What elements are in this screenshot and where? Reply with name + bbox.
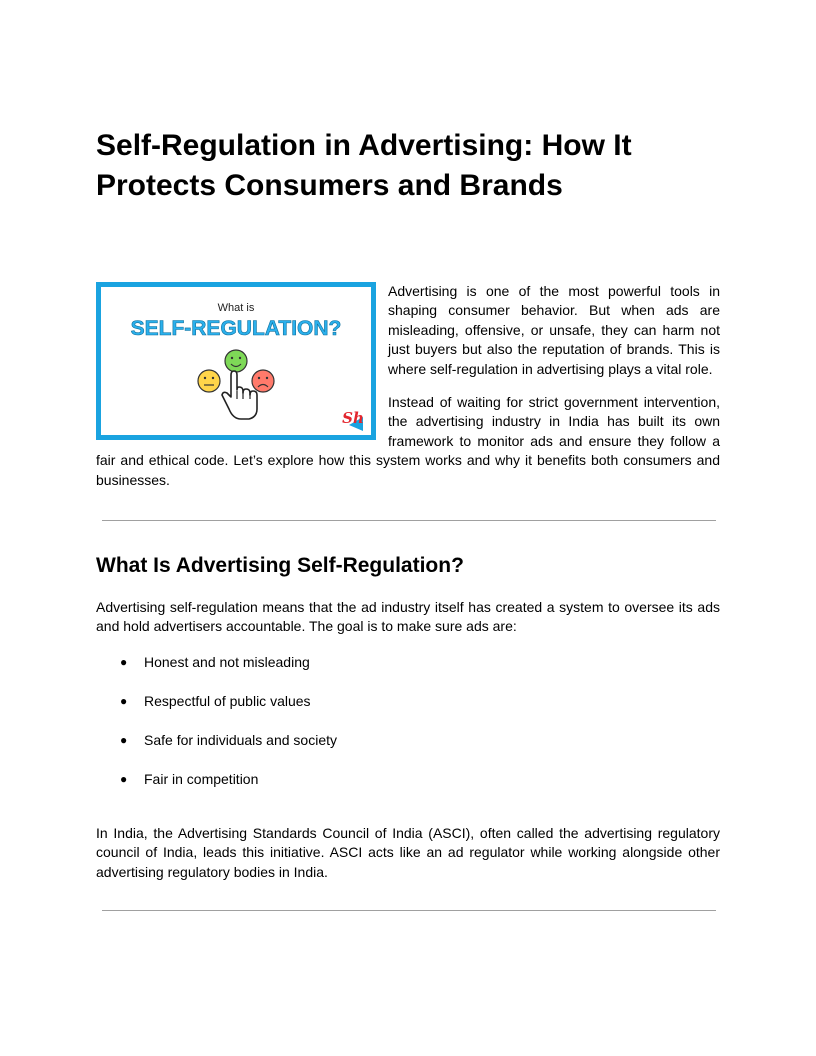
happy-face-icon: [225, 350, 247, 372]
intro-paragraph-1: Advertising is one of the most powerful tools in shaping consumer behavior. But when ads are misleading, offensive, or unsafe, they can harm not just buyers but also the reputation of brands. This is where self-regulation in advertising plays a vital role.: [388, 283, 720, 377]
definition-paragraph: Advertising self-regulation means that the ad industry itself has created a system to oversee its ads and hold advertisers accountable. The goal is to make sure ads are:: [96, 599, 720, 635]
hero-caption-small: What is: [217, 302, 255, 314]
intro-section: [96, 282, 720, 504]
hero-image: [96, 282, 376, 440]
list-item: [96, 769, 720, 808]
horizontal-divider: [102, 910, 716, 911]
section-heading: What Is Advertising Self-Regulation?: [96, 554, 464, 577]
hero-caption-big: SELF-REGULATION?: [130, 317, 342, 340]
list-item: [96, 652, 720, 691]
asci-paragraph: In India, the Advertising Standards Council of India (ASCI), often called the advertising regulatory council of India, leads this initiative. ASCI acts like an ad regulator while working alongside other advertising regulatory bodies in India.: [96, 825, 720, 880]
list-item-text: Honest and not misleading: [144, 654, 310, 670]
bullet-icon: ●: [120, 655, 128, 669]
list-item-text: Respectful of public values: [144, 693, 311, 709]
bullet-icon: ●: [120, 772, 128, 786]
bullet-icon: ●: [120, 694, 128, 708]
brand-logo: [342, 409, 364, 431]
intro-paragraph-2: Instead of waiting for strict government intervention, the advertising industry in India has built its own framework to monitor ads and ensure they follow a fair and ethical code. Let’s explore how this system works and why it benefits both consumers and businesses.: [96, 394, 720, 488]
list-item: [96, 730, 720, 769]
list-item-text: Fair in competition: [144, 771, 259, 787]
horizontal-divider: [102, 520, 716, 521]
goals-list: [96, 652, 720, 808]
self-regulation-illustration: [101, 287, 371, 435]
page-title: Self-Regulation in Advertising: How It Protects Consumers and Brands: [96, 129, 632, 202]
list-item-text: Safe for individuals and society: [144, 732, 337, 748]
bullet-icon: ●: [120, 733, 128, 747]
logo-text: Sh: [342, 409, 364, 427]
neutral-face-icon: [198, 370, 220, 392]
sad-face-icon: [252, 370, 274, 392]
list-item: [96, 691, 720, 730]
